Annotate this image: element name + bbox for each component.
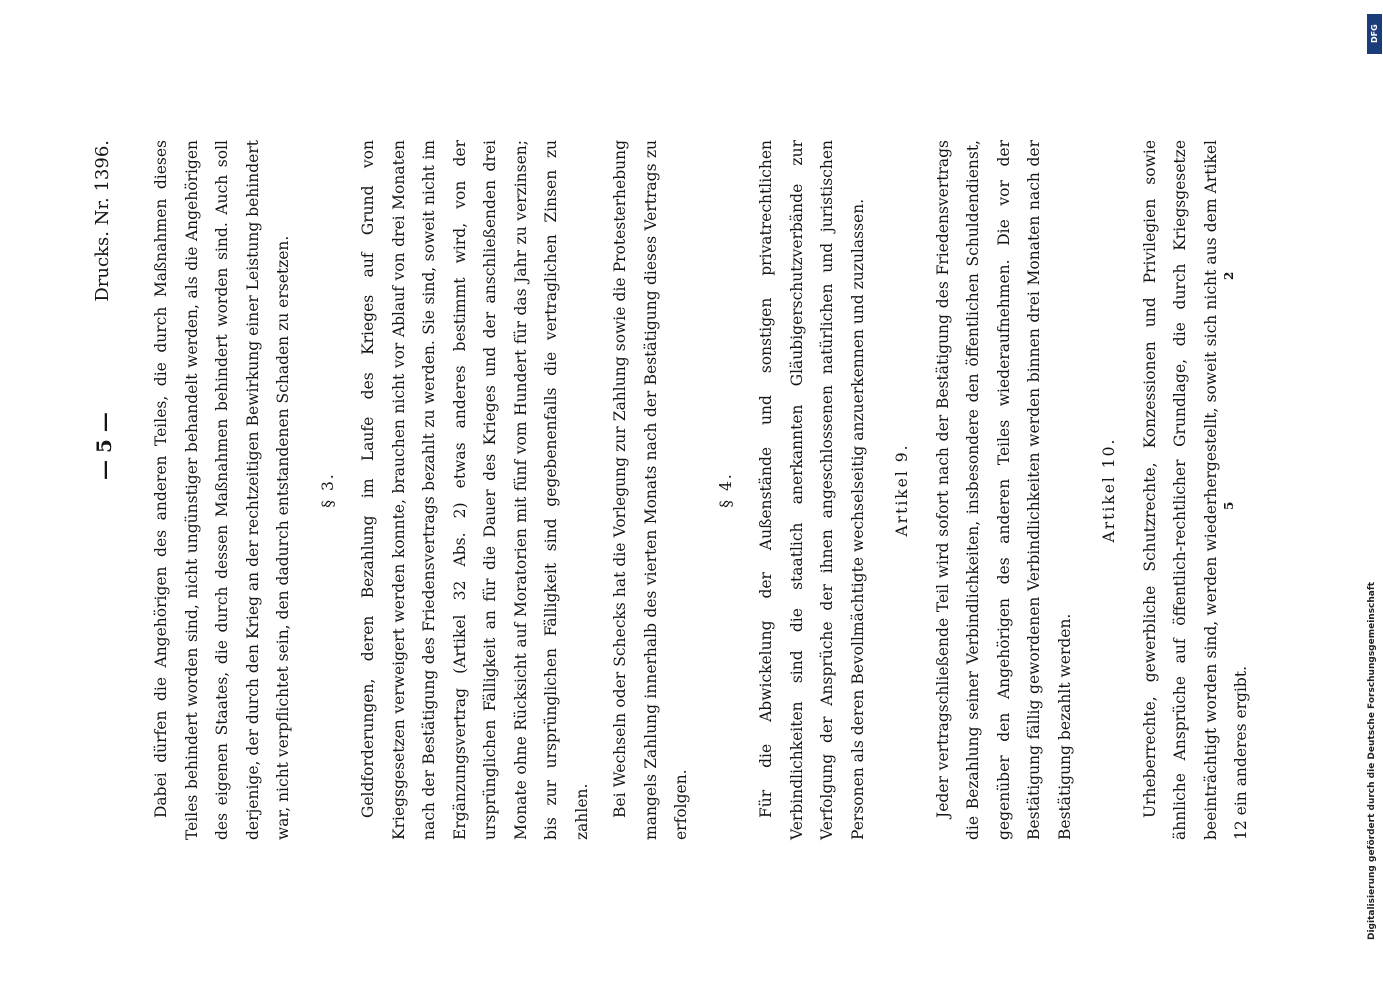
dfg-logo: DFG (1367, 14, 1382, 54)
folio-left: 5 (1222, 501, 1236, 510)
page-header (92, 140, 132, 840)
section-4-heading: § 4. (716, 472, 735, 508)
intro-paragraph: Dabei dürfen die Angehörigen des anderen Teiles, die durch Maßnahmen dieses Teiles behindert worden sind, nicht ungünstiger behandelt werden, als die Angehörigen des eigenen Staates, die durch dessen Maßnahmen behindert worden sind. Auch soll derjenige, der durch den Krieg an der rechtzeitigen Bewirkung einer Leistung behindert war, nicht verpflichtet sein, den dadurch entstandenen Schaden zu ersetzen. (152, 140, 292, 840)
dfg-sidebar (1367, 8, 1383, 992)
dfg-credit-text: Digitalisierung gefördert durch die Deutsche Forschungsgemeinschaft (1367, 581, 1377, 940)
section-3-paragraph-2: Bei Wechseln oder Schecks hat die Vorlegung zur Zahlung sowie die Protesterhebung mangels Zahlung innerhalb des vierten Monats nach der Bestätigung dieses Vertrags zu erfolgen. (611, 140, 690, 840)
drucksache-number: Drucks. Nr. 1396. (92, 140, 113, 302)
section-3-heading: § 3. (318, 472, 337, 508)
section-3-paragraph-1: Geldforderungen, deren Bezahlung im Laufe des Krieges auf Grund von Kriegsgesetzen verweigert werden konnte, brauchen nicht vor Ablauf von drei Monaten nach der Bestätigung des Friedensvertrags bezahlt zu werden. Sie sind, soweit nicht im Ergänzungsvertrag (Artikel 32 Abs. 2) etwas anderes bestimmt wird, von der ursprünglichen Fälligkeit an für die Dauer des Krieges und der anschließenden drei Monate ohne Rücksicht auf Moratorien mit fünf vom Hundert für das Jahr zu verzinsen; bis zur ursprünglichen Fälligkeit sind gegebenenfalls die vertraglichen Zinsen zu zahlen. (359, 140, 591, 840)
article-9-paragraph: Jeder vertragschließende Teil wird sofort nach der Bestätigung des Friedensvertrags die Bezahlung seiner Verbindlichkeiten, insbesondere den öffentlichen Schuldendienst, gegenüber den Angehörigen des anderen Teiles wiederaufnehmen. Die vor der Bestätigung fällig gewordenen Verbindlichkeiten werden binnen drei Monaten nach der Bestätigung bezahlt werden. (933, 140, 1074, 840)
section-4-paragraph: Für die Abwickelung der Außenstände und sonstigen privatrechtlichen Verbindlichkeiten sind die staatlich anerkannten Gläubigerschutzverbände zur Verfolgung der Ansprüche der ihnen angeschlossenen natürlichen und juristischen Personen als deren Bevollmächtigte wechselseitig anzuerkennen und zuzulassen. (757, 140, 867, 840)
article-10-heading: Artikel 10. (1100, 437, 1118, 543)
page-number: — 5 — (92, 412, 116, 480)
article-10-paragraph: Urheberrechte, gewerbliche Schutzrechte, Konzessionen und Privilegien sowie ähnliche Ansprüche auf öffentlich-rechtlicher Grundlage, die durch Kriegsgesetze beeinträchtigt worden sind, werden wiederhergestellt, soweit sich nicht aus dem Artikel 12 ein anderes ergibt. (1140, 140, 1250, 840)
folio-right: 2 (1222, 271, 1236, 280)
document-body (146, 140, 1265, 840)
article-9-heading: Artikel 9. (893, 443, 911, 537)
